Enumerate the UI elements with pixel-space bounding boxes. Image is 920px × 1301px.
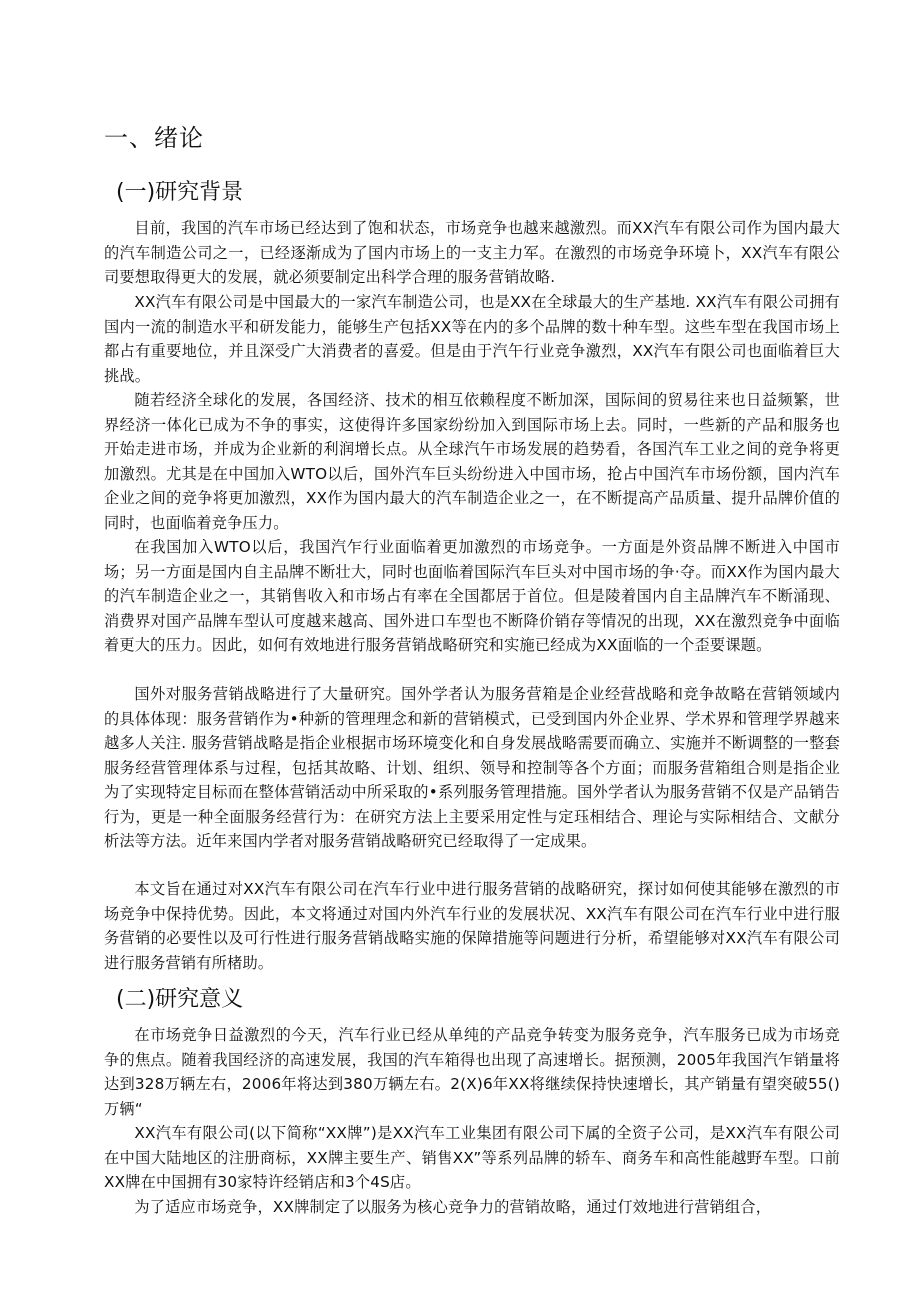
paragraph: XX汽车有限公司是中国最大的一家汽车制造公司，也是XX在全球最大的生产基地. XX汽车有限公司拥有国内一流的制造水平和研发能力，能够生产包括XX等在内的多个品牌的数十种车型。这些车型在我国市场上都占有重要地位，并且深受广大消费者的喜爱。但是由于汽午行业竞争激烈，XX汽车有限公司也面临着巨大挑战。 bbox=[104, 293, 840, 385]
section-title-significance: (二)研究意义 bbox=[116, 987, 244, 1012]
section-title-background: (一)研究背景 bbox=[116, 180, 244, 205]
paragraph: 在我国加入WTO以后，我国汽乍行业面临着更加激烈的市场竞争。一方面是外资品牌不断进入中国市场；另一方面是国内自主品牌不断壮大，同时也面临着国际汽车巨头对中国市场的争·夺。而XX作为国内最大的汽车制造企业之一，其销售收入和市场占有率在全国都居于首位。但是陵着国内自主品牌汽车不断涌现、消费界对国产品牌车型认可度越来越高、国外进口车型也不断降价销存等情况的出现，XX在激烈竞争中面临着更大的压力。因此，如何有效地进行服务营销战略研究和实施已经成为XX面临的一个歪要课题。 bbox=[104, 538, 840, 654]
paragraph: 为了适应市场竞争，XX牌制定了以服务为核心竞争力的营销故略，通过仃效地进行营销组合， bbox=[134, 1198, 772, 1216]
paragraph: 国外对服务营销战略进行了大量研究。国外学者认为服务营箱是企业经营战略和竞争故略在营销领域内的具体体现：服务营销作为•种新的管理理念和新的营销模式，已受到国内外企业界、学术界和管理学界越来越多人关注. 服务营销战略是指企业根据市场环境变化和自身发展战略需要而确立、实施并不断调整的一整套服务经营管理体系与过程，包括其故略、计划、组织、领导和控制等各个方面；而服务营箱组合则是指企业为了实现特定目标而在整体营销活动中所采取的•系列服务管理措施。国外学者认为服务营销不仅是产品销告行为，更是一种全面服务经营行为：在研究方法上主要采用定性与定珏相结合、理论与实际相结合、文献分析法等方法。近年来国内学者对服务营销战略研究已经取得了一定成果。 bbox=[104, 685, 840, 850]
paragraph: 本文旨在通过对XX汽车有限公司在汽车行业中进行服务营销的战略研究，探讨如何使其能够在激烈的市场竞争中保持优势。因此，本文将通过对国内外汽车行业的发展状况、XX汽车有限公司在汽车行业中进行服务营销的必要性以及可行性进行服务营销战略实施的保障措施等问题进行分析，希望能够对XX汽车有限公司进行服务营销有所楮助。 bbox=[104, 880, 840, 972]
paragraph: 随若经济全球化的发展，各国经济、技术的相互依赖程度不断加深，国际间的贸易往来也日益频繁，世界经济一体化已成为不争的事实，这使得许多国家纷纷加入到国际市场上去。同时，一些新的产品和服务也开始走进市场，并成为企业新的利润增长点。从全球汽午市场发展的趋势看，各国汽车工业之间的竞争将更加激烈。尤其是在中国加入WTO以后，国外汽车巨头纷纷进入中国市场，抢占中国汽车市场份额，国内汽车企业之间的竞争将更加激烈，XX作为国内最大的汽车制造企业之一，在不断提高产品质量、提升品牌价值的同时，也面临着竞争压力。 bbox=[104, 391, 840, 532]
paragraph: XX汽车有限公司(以下简称“XX牌”)是XX汽车工业集团有限公司下属的全资子公司，是XX汽车有限公司在中国大陆地区的注册商标，XX牌主要生产、销售XX”等系列品牌的轿车、商务车和高性能越野车型。口前XX牌在中国拥有30家特许经销店和3个4S店。 bbox=[104, 1124, 840, 1191]
paragraph: 目前，我国的汽车市场已经达到了饱和状态，市场竞争也越来越激烈。而XX汽车有限公司作为国内最大的汽车制造公司之一，已经逐渐成为了国内市场上的一支主力军。在激烈的市场竞争环境卜，XX汽车有限公司要想取得更大的发展，就必须要制定出科学合理的服务营销故略. bbox=[104, 219, 840, 286]
paragraph: 在市场竞争日益激烈的今天，汽车行业已经从单纯的产品竞争转变为服务竞争，汽车服务已成为市场竞争的焦点。随着我国经济的高速发展，我国的汽车箱得也出现了高速增长。据预测，2005年我国汽乍销量将达到328万辆左右，2006年将达到380万辆左右。2(X)6年XX将继续保持快速增长，其产销量有望突破55()万辆“ bbox=[104, 1026, 840, 1118]
chapter-heading: 一、绪论 bbox=[104, 124, 204, 152]
